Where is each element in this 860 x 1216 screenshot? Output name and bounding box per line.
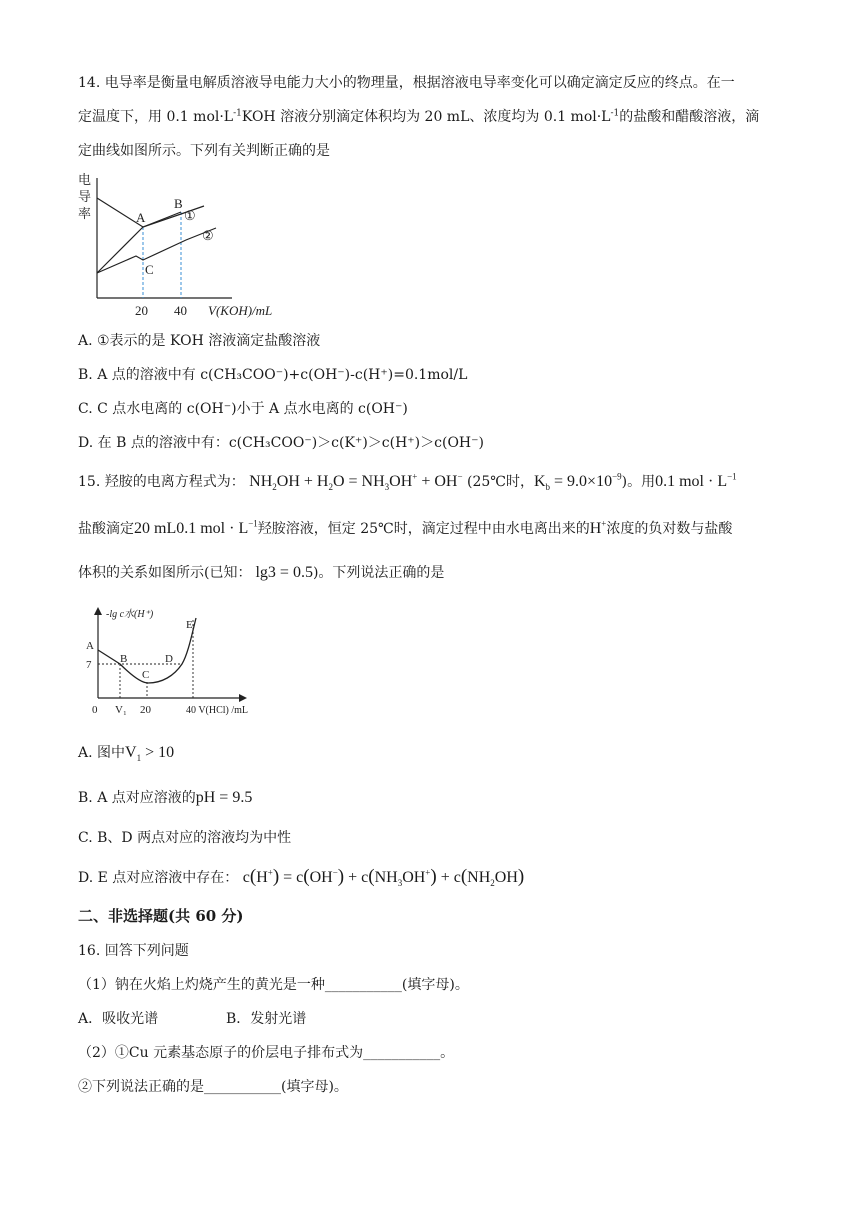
q14-option-d: D. 在 B 点的溶液中有：c(CH₃COO⁻)＞c(K⁺)＞c(H⁺)＞c(OH⁻)	[78, 435, 484, 451]
q15-x-arrow	[239, 694, 247, 702]
q15-xtick-20: 20	[140, 704, 151, 716]
q14-xlabel: V(KOH)/mL	[208, 303, 273, 318]
q15-point-B: B	[120, 653, 128, 665]
q14-line1: 14. 电导率是衡量电解质溶液导电能力大小的物理量，根据溶液电导率变化可以确定滴定反应的终点。在一	[78, 75, 735, 91]
q14-point-B: B	[174, 196, 183, 211]
q14-conductivity-chart	[74, 170, 304, 320]
q14-line2: 定温度下，用 0.1 $mol\cdot L^{-1}KOH$ 溶液分别滴定体积均为 20 mL、浓度均为 0.1 $mol\cdot L^{-1}$的盐酸和醋酸溶液，滴	[78, 108, 760, 125]
q14-point-C: C	[145, 262, 154, 277]
q15-line3: 体积的关系如图所示(已知： lg3 = 0.5)。下列说法正确的是	[78, 564, 445, 581]
q14-option-b: B. A 点的溶液中有 c(CH₃COO⁻)+c(OH⁻)-c(H⁺)=0.1mol/L	[78, 367, 468, 383]
q15-point-C: C	[142, 669, 150, 681]
q15-xtick-v1: V₁	[115, 704, 127, 716]
q15-option-a: A. 图中$V_1 > 10$	[78, 744, 175, 764]
q15-point-E: E	[186, 619, 193, 631]
section-heading: 二、非选择题(共 60 分)	[78, 907, 244, 925]
q15-option-c: C. B、D 两点对应的溶液均为中性	[78, 830, 292, 846]
q16-part2: （2）①Cu 元素基态原子的价层电子排布式为___________。	[78, 1045, 455, 1061]
q16-part1-option-a: A．吸收光谱	[78, 1011, 159, 1027]
q15-point-D: D	[165, 653, 173, 665]
q15-option-d: D. E 点对应溶液中存在： $c(H^+) = c(OH^-) + c(NH_3OH^+) + c(NH_2OH)$	[78, 866, 525, 889]
q15-point-A: A	[86, 640, 94, 652]
q14-xtick-20: 20	[135, 303, 148, 318]
q15-y-arrow	[94, 607, 102, 615]
q15-titration-chart	[82, 606, 272, 720]
q16-title: 16. 回答下列问题	[78, 943, 189, 959]
q14-point-A: A	[136, 210, 146, 225]
q15-line2: 盐酸滴定20 mL0.1 mol · $L^{-1}$羟胺溶液，恒定 25℃时，滴定过程中由水电离出来的H+浓度的负对数与盐酸	[78, 518, 733, 537]
q14-curve-label-2: ②	[202, 228, 214, 243]
q15-ytick-7: 7	[86, 659, 92, 671]
q14-curve-label-1: ①	[184, 208, 196, 223]
q15-xlabel: 40 V(HCl) /mL	[186, 705, 249, 716]
q14-option-a: A. ①表示的是 KOH 溶液滴定盐酸溶液	[78, 333, 321, 349]
q16-part2-sub: ②下列说法正确的是___________(填字母)。	[78, 1079, 348, 1095]
q15-option-b: B. A 点对应溶液的pH = 9.5	[78, 789, 253, 806]
q14-curve-2	[97, 228, 216, 273]
q16-part1-option-b: B．发射光谱	[226, 1011, 307, 1027]
q15-ylabel: -lg c水(H⁺)	[106, 609, 154, 620]
q14-xtick-40: 40	[174, 303, 187, 318]
q14-ylabel-2: 导	[78, 189, 92, 204]
q14-line3: 定曲线如图所示。下列有关判断正确的是	[78, 143, 330, 159]
q15-line1: 15. 羟胺的电离方程式为： $NH_2OH + H_2O = NH_3OH^+ + OH^-$ (25℃时，$K_b = 9.0\times 10^{-9}$)。用0.1 mol · $L^{-1}$	[78, 471, 737, 493]
q14-option-c: C. C 点水电离的 c(OH⁻)小于 A 点水电离的 c(OH⁻)	[78, 401, 408, 417]
q16-part1: （1）钠在火焰上灼烧产生的黄光是一种___________(填字母)。	[78, 977, 469, 993]
q14-ylabel-3: 率	[78, 206, 92, 221]
q15-origin: 0	[92, 704, 98, 716]
q14-ylabel-1: 电	[78, 172, 92, 187]
